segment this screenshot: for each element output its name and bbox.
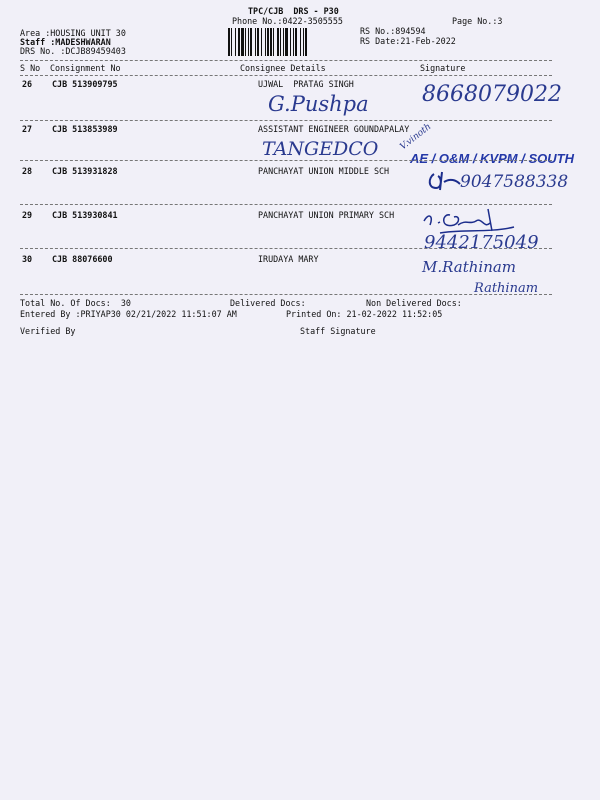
row-26-phone-handwriting: 8668079022 [422, 82, 562, 107]
document-title: TPC/CJB DRS - P30 [248, 6, 339, 16]
verified-by-label: Verified By [20, 326, 76, 336]
row-30-sno: 30 [22, 254, 33, 264]
row-30-consignee: IRUDAYA MARY [258, 254, 319, 264]
office-stamp: AE / O&M / KVPM / SOUTH [410, 151, 574, 166]
staff-label: Staff :MADESHWARAN [20, 37, 111, 47]
row-divider [20, 248, 552, 249]
row-27-consignment: CJB 513853989 [52, 124, 118, 134]
row-26-signature-handwriting: G.Pushpa [268, 92, 369, 116]
row-29-consignee: PANCHAYAT UNION PRIMARY SCH [258, 210, 395, 220]
total-docs: Total No. Of Docs: 30 [20, 298, 131, 308]
rs-date: RS Date:21-Feb-2022 [360, 36, 456, 46]
col-sno-header: S No [20, 63, 41, 73]
area-label: Area :HOUSING UNIT 30 [20, 28, 126, 38]
row-28-signature-scribble [426, 168, 462, 196]
row-27-signature-handwriting: V.vinoth [398, 121, 434, 153]
entered-by: Entered By :PRIYAP30 02/21/2022 11:51:07 AM [20, 309, 237, 319]
row-divider [20, 160, 552, 161]
drs-number: DRS No. :DCJB89459403 [20, 46, 126, 56]
barcode [228, 28, 350, 56]
printed-on: Printed On: 21-02-2022 11:52:05 [286, 309, 443, 319]
table-bottom-rule [20, 294, 552, 295]
col-signature-header: Signature [420, 63, 466, 73]
row-29-sno: 29 [22, 210, 33, 220]
row-30-name-handwriting: Rathinam [474, 281, 539, 296]
page-number: Page No.:3 [452, 16, 503, 26]
header-bottom-rule [20, 75, 552, 76]
row-27-consignee: ASSISTANT ENGINEER GOUNDAPALAY [258, 124, 410, 134]
row-26-consignment: CJB 513909795 [52, 79, 118, 89]
row-29-phone-handwriting: 9442175049 [424, 232, 539, 253]
row-28-phone-handwriting: 9047588338 [460, 172, 569, 192]
row-29-signature-scribble [420, 205, 516, 235]
row-27-sno: 27 [22, 124, 33, 134]
row-28-consignee: PANCHAYAT UNION MIDDLE SCH [258, 166, 390, 176]
staff-signature-label: Staff Signature [300, 326, 376, 336]
row-27-tangedco-handwriting: TANGEDCO [262, 138, 379, 160]
row-28-consignment: CJB 513931828 [52, 166, 118, 176]
row-30-consignment: CJB 88076600 [52, 254, 113, 264]
row-divider [20, 120, 552, 121]
row-30-signature-handwriting: M.Rathinam [422, 258, 517, 276]
header-top-rule [20, 60, 552, 61]
row-28-sno: 28 [22, 166, 33, 176]
delivered-docs: Delivered Docs: [230, 298, 306, 308]
non-delivered-docs: Non Delivered Docs: [366, 298, 462, 308]
col-consignment-header: Consignment No [50, 63, 121, 73]
row-26-consignee: UJWAL PRATAG SINGH [258, 79, 354, 89]
col-consignee-header: Consignee Details [240, 63, 326, 73]
rs-number: RS No.:894594 [360, 26, 426, 36]
row-26-sno: 26 [22, 79, 33, 89]
phone-number: Phone No.:0422-3505555 [232, 16, 343, 26]
row-29-consignment: CJB 513930841 [52, 210, 118, 220]
